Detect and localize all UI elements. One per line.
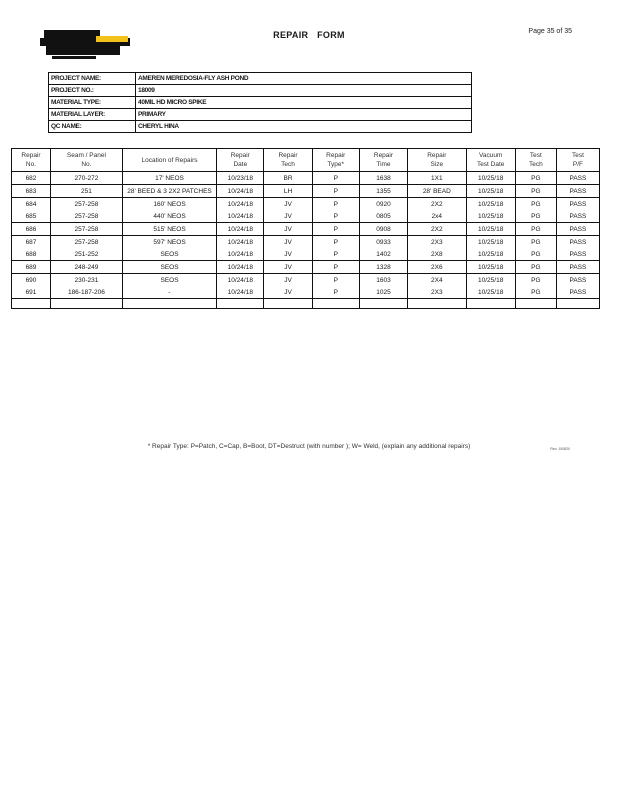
col-header-line-1: Repair xyxy=(21,152,41,159)
col-header-test-pf xyxy=(556,149,599,172)
col-header-line-2: Test Date xyxy=(476,161,505,168)
empty-cell xyxy=(50,299,122,309)
project-no-row xyxy=(49,85,472,97)
table-cell: 0805 xyxy=(359,210,407,223)
table-cell: 597' NEOS xyxy=(122,236,216,249)
table-cell: SEOS xyxy=(122,274,216,287)
col-header-line-2: P/F xyxy=(572,161,583,168)
revision-code: Rev. 100820 xyxy=(550,447,570,451)
table-cell: - xyxy=(122,286,216,299)
material-type-row xyxy=(49,97,472,109)
col-header-repair-date xyxy=(217,149,264,172)
col-header-line-2: Tech xyxy=(281,161,295,168)
table-cell: 1355 xyxy=(359,185,407,198)
table-cell: JV xyxy=(264,198,312,211)
table-cell: 682 xyxy=(12,172,51,185)
empty-table-row xyxy=(12,299,600,309)
table-cell: JV xyxy=(264,261,312,274)
empty-cell xyxy=(12,299,51,309)
table-cell: PG xyxy=(515,223,556,236)
table-cell: 10/24/18 xyxy=(217,210,264,223)
table-row xyxy=(12,261,600,274)
table-cell: 10/24/18 xyxy=(217,198,264,211)
table-cell: 10/25/18 xyxy=(466,198,515,211)
table-cell: 10/24/18 xyxy=(217,236,264,249)
empty-cell xyxy=(264,299,312,309)
col-header-line-2: No. xyxy=(25,161,37,168)
table-cell: 10/24/18 xyxy=(217,248,264,261)
empty-cell xyxy=(408,299,466,309)
table-row xyxy=(12,223,600,236)
table-cell: 683 xyxy=(12,185,51,198)
table-cell: 251-252 xyxy=(50,248,122,261)
table-cell: PG xyxy=(515,210,556,223)
col-header-line-1: Test xyxy=(529,152,542,159)
table-cell: BR xyxy=(264,172,312,185)
repairs-table xyxy=(11,148,600,309)
table-cell: 270-272 xyxy=(50,172,122,185)
table-cell: PG xyxy=(515,286,556,299)
empty-cell xyxy=(217,299,264,309)
col-header-line-1: Repair xyxy=(373,152,394,159)
table-cell: PG xyxy=(515,198,556,211)
col-header-line-2: Tech xyxy=(528,161,543,168)
col-header-line-1: Repair xyxy=(427,152,447,159)
table-cell: 257-258 xyxy=(50,210,122,223)
qc-name-row xyxy=(49,121,472,133)
col-header-test-tech xyxy=(515,149,556,172)
table-cell: PASS xyxy=(556,248,599,261)
table-cell: PG xyxy=(515,172,556,185)
col-header-repair-time xyxy=(359,149,407,172)
table-cell: 0933 xyxy=(359,236,407,249)
table-cell: 1402 xyxy=(359,248,407,261)
table-cell: 10/25/18 xyxy=(466,261,515,274)
table-cell: 10/25/18 xyxy=(466,210,515,223)
table-row xyxy=(12,185,600,198)
table-cell: 2X2 xyxy=(408,198,466,211)
table-cell: 230-231 xyxy=(50,274,122,287)
table-cell: PASS xyxy=(556,223,599,236)
table-cell: 160' NEOS xyxy=(122,198,216,211)
table-row xyxy=(12,286,600,299)
table-cell: 10/25/18 xyxy=(466,172,515,185)
project-name-row xyxy=(49,73,472,85)
col-header-line-2: Date xyxy=(233,161,248,168)
table-cell: 10/25/18 xyxy=(466,236,515,249)
repair-rows xyxy=(12,172,600,309)
table-cell: PASS xyxy=(556,185,599,198)
col-header-line-1: Seam / Panel xyxy=(66,152,106,159)
table-cell: PG xyxy=(515,185,556,198)
table-cell: PG xyxy=(515,248,556,261)
table-cell: PASS xyxy=(556,198,599,211)
table-cell: 257-258 xyxy=(50,223,122,236)
table-cell: P xyxy=(312,261,359,274)
table-cell: P xyxy=(312,236,359,249)
table-cell: 186-187-206 xyxy=(50,286,122,299)
col-header-line-1: Vacuum xyxy=(478,152,503,159)
col-header-line-1: Repair xyxy=(278,152,298,159)
table-cell: JV xyxy=(264,286,312,299)
table-cell: 687 xyxy=(12,236,51,249)
project-name-value: AMEREN MEREDOSIA-FLY ASH POND xyxy=(136,73,472,85)
col-header-line-2: No. xyxy=(81,161,92,168)
project-name-label: PROJECT NAME: xyxy=(49,73,136,85)
material-layer-value: PRIMARY xyxy=(136,109,472,121)
table-cell: 10/25/18 xyxy=(466,286,515,299)
empty-cell xyxy=(556,299,599,309)
table-cell: 1328 xyxy=(359,261,407,274)
material-layer-label: MATERIAL LAYER: xyxy=(49,109,136,121)
table-cell: P xyxy=(312,286,359,299)
table-cell: 17' NEOS xyxy=(122,172,216,185)
empty-cell xyxy=(312,299,359,309)
table-cell: 10/24/18 xyxy=(217,286,264,299)
table-cell: P xyxy=(312,198,359,211)
empty-cell xyxy=(466,299,515,309)
col-header-line-1: Repair xyxy=(326,152,346,159)
table-cell: 257-258 xyxy=(50,236,122,249)
table-cell: 2X8 xyxy=(408,248,466,261)
qc-name-value: CHERYL HINA xyxy=(136,121,472,133)
table-cell: P xyxy=(312,223,359,236)
table-cell: 515' NEOS xyxy=(122,223,216,236)
col-header-line-1: Location of Repairs xyxy=(141,156,198,164)
table-cell: 10/25/18 xyxy=(466,185,515,198)
table-row xyxy=(12,236,600,249)
table-cell: 10/24/18 xyxy=(217,223,264,236)
table-cell: P xyxy=(312,274,359,287)
repair-type-footnote: * Repair Type: P=Patch, C=Cap, B=Boot, DT=Destruct (with number ); W= Weld, (explain any additional repairs) xyxy=(147,443,471,450)
table-cell: 0920 xyxy=(359,198,407,211)
table-cell: JV xyxy=(264,248,312,261)
table-row xyxy=(12,198,600,211)
table-cell: 10/23/18 xyxy=(217,172,264,185)
table-cell: 2X2 xyxy=(408,223,466,236)
material-type-value: 40MIL HD MICRO SPIKE xyxy=(136,97,472,109)
table-cell: PASS xyxy=(556,261,599,274)
table-cell: 10/25/18 xyxy=(466,223,515,236)
table-header-row xyxy=(12,149,600,172)
table-cell: PG xyxy=(515,274,556,287)
table-cell: P xyxy=(312,210,359,223)
table-cell: 689 xyxy=(12,261,51,274)
project-info-table xyxy=(48,72,472,133)
table-cell: 690 xyxy=(12,274,51,287)
table-cell: 688 xyxy=(12,248,51,261)
table-cell: 1603 xyxy=(359,274,407,287)
table-cell: PASS xyxy=(556,236,599,249)
table-cell: PG xyxy=(515,236,556,249)
col-header-line-1: Test xyxy=(571,152,584,159)
col-header-repair-no xyxy=(12,149,51,172)
table-cell: 10/24/18 xyxy=(217,261,264,274)
table-row xyxy=(12,274,600,287)
col-header-line-2: Size xyxy=(430,161,444,168)
table-cell: JV xyxy=(264,274,312,287)
table-cell: 1025 xyxy=(359,286,407,299)
table-cell: PASS xyxy=(556,172,599,185)
table-cell: PASS xyxy=(556,286,599,299)
table-cell: 684 xyxy=(12,198,51,211)
table-cell: 686 xyxy=(12,223,51,236)
table-cell: 10/25/18 xyxy=(466,274,515,287)
empty-cell xyxy=(122,299,216,309)
table-cell: 248-249 xyxy=(50,261,122,274)
table-cell: PG xyxy=(515,261,556,274)
project-no-value: 18009 xyxy=(136,85,472,97)
table-cell: 1X1 xyxy=(408,172,466,185)
col-header-repair-tech xyxy=(264,149,312,172)
table-row xyxy=(12,248,600,261)
col-header-location xyxy=(122,149,216,172)
col-header-vacuum-date xyxy=(466,149,515,172)
table-row xyxy=(12,210,600,223)
col-header-line-1: Repair xyxy=(230,152,250,159)
table-cell: 10/25/18 xyxy=(466,248,515,261)
table-cell: 2X6 xyxy=(408,261,466,274)
table-cell: JV xyxy=(264,210,312,223)
table-cell: 440' NEOS xyxy=(122,210,216,223)
table-cell: 28' BEAD xyxy=(408,185,466,198)
table-cell: 10/24/18 xyxy=(217,185,264,198)
table-cell: 28' BEED & 3 2X2 PATCHES xyxy=(122,185,216,198)
table-cell: 0908 xyxy=(359,223,407,236)
col-header-seam-panel xyxy=(50,149,122,172)
material-layer-row xyxy=(49,109,472,121)
table-cell: 685 xyxy=(12,210,51,223)
empty-cell xyxy=(359,299,407,309)
qc-name-label: QC NAME: xyxy=(49,121,136,133)
table-cell: P xyxy=(312,248,359,261)
material-type-label: MATERIAL TYPE: xyxy=(49,97,136,109)
table-cell: 691 xyxy=(12,286,51,299)
col-header-repair-type xyxy=(312,149,359,172)
col-header-repair-size xyxy=(408,149,466,172)
form-title: REPAIR FORM xyxy=(273,30,345,40)
table-cell: 2X3 xyxy=(408,286,466,299)
project-no-label: PROJECT NO.: xyxy=(49,85,136,97)
table-cell: SEOS xyxy=(122,248,216,261)
page-number: Page 35 of 35 xyxy=(528,28,572,35)
col-header-line-2: Type* xyxy=(327,161,345,168)
table-cell: SEOS xyxy=(122,261,216,274)
table-cell: 251 xyxy=(50,185,122,198)
empty-cell xyxy=(515,299,556,309)
table-cell: PASS xyxy=(556,274,599,287)
col-header-line-2: Time xyxy=(376,161,391,168)
table-cell: PASS xyxy=(556,210,599,223)
table-cell: P xyxy=(312,172,359,185)
table-cell: 10/24/18 xyxy=(217,274,264,287)
table-cell: 257-258 xyxy=(50,198,122,211)
table-cell: 2X3 xyxy=(408,236,466,249)
table-cell: LH xyxy=(264,185,312,198)
table-cell: P xyxy=(312,185,359,198)
table-cell: 2X4 xyxy=(408,274,466,287)
table-row xyxy=(12,172,600,185)
table-cell: JV xyxy=(264,223,312,236)
table-cell: JV xyxy=(264,236,312,249)
table-cell: 2x4 xyxy=(408,210,466,223)
table-cell: 1638 xyxy=(359,172,407,185)
